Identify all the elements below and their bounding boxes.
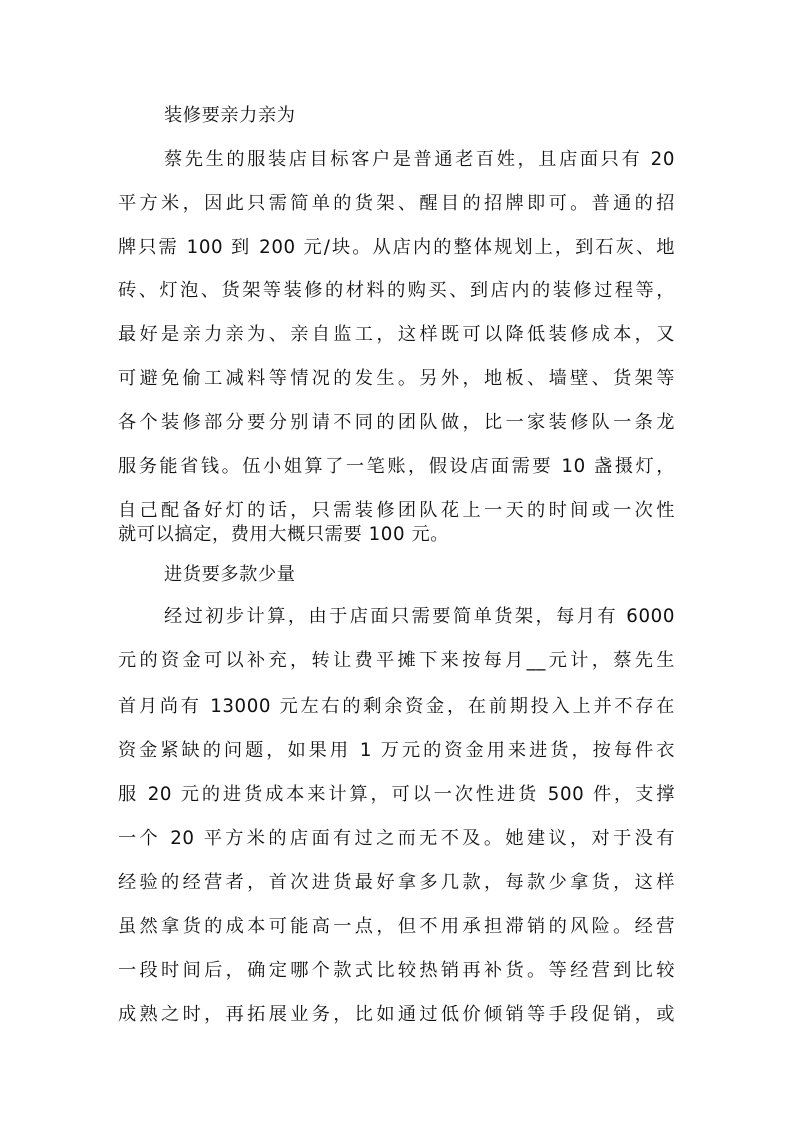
paragraph-line: 成熟之时，再拓展业务，比如通过低价倾销等手段促销，或 xyxy=(118,1004,675,1025)
section-heading: 装修要亲力亲为 xyxy=(164,105,296,126)
paragraph-line: 服务能省钱。伍小姐算了一笔账，假设店面需要 10 盏摄灯， xyxy=(118,456,675,477)
paragraph-line: 平方米，因此只需简单的货架、醒目的招牌即可。普通的招 xyxy=(118,193,675,214)
paragraph-line: 虽然拿货的成本可能高一点，但不用承担滞销的风险。经营 xyxy=(118,916,675,937)
section-heading: 进货要多款少量 xyxy=(164,564,296,585)
paragraph-line: 元的资金可以补充，转让费平摊下来按每月__元计，蔡先生 xyxy=(118,650,675,671)
paragraph-line: 就可以搞定，费用大概只需要 100 元。 xyxy=(118,524,450,545)
paragraph-line: 资金紧缺的问题，如果用 1 万元的资金用来进货，按每件衣 xyxy=(118,740,675,761)
paragraph-line: 服 20 元的进货成本来计算，可以一次性进货 500 件，支撑 xyxy=(118,784,675,805)
paragraph-line: 砖、灯泡、货架等装修的材料的购买、到店内的装修过程等， xyxy=(118,280,675,301)
paragraph-line: 蔡先生的服装店目标客户是普通老百姓，且店面只有 20 xyxy=(164,149,675,170)
paragraph-line: 经验的经营者，首次进货最好拿多几款，每款少拿货，这样 xyxy=(118,872,675,893)
paragraph-line: 经过初步计算，由于店面只需要简单货架，每月有 6000 xyxy=(164,606,675,627)
paragraph-line: 牌只需 100 到 200 元/块。从店内的整体规划上，到石灰、地 xyxy=(118,237,675,258)
paragraph-line: 一段时间后，确定哪个款式比较热销再补货。等经营到比较 xyxy=(118,960,675,981)
paragraph-line: 自己配备好灯的话，只需装修团队花上一天的时间或一次性 xyxy=(118,500,675,521)
paragraph-line: 一个 20 平方米的店面有过之而无不及。她建议，对于没有 xyxy=(118,828,675,849)
paragraph-line: 首月尚有 13000 元左右的剩余资金，在前期投入上并不存在 xyxy=(118,696,675,717)
paragraph-line: 可避免偷工减料等情况的发生。另外，地板、墙壁、货架等 xyxy=(118,368,675,389)
paragraph-line: 最好是亲力亲为、亲自监工，这样既可以降低装修成本，又 xyxy=(118,324,675,345)
paragraph-line: 各个装修部分要分别请不同的团队做，比一家装修队一条龙 xyxy=(118,412,675,433)
